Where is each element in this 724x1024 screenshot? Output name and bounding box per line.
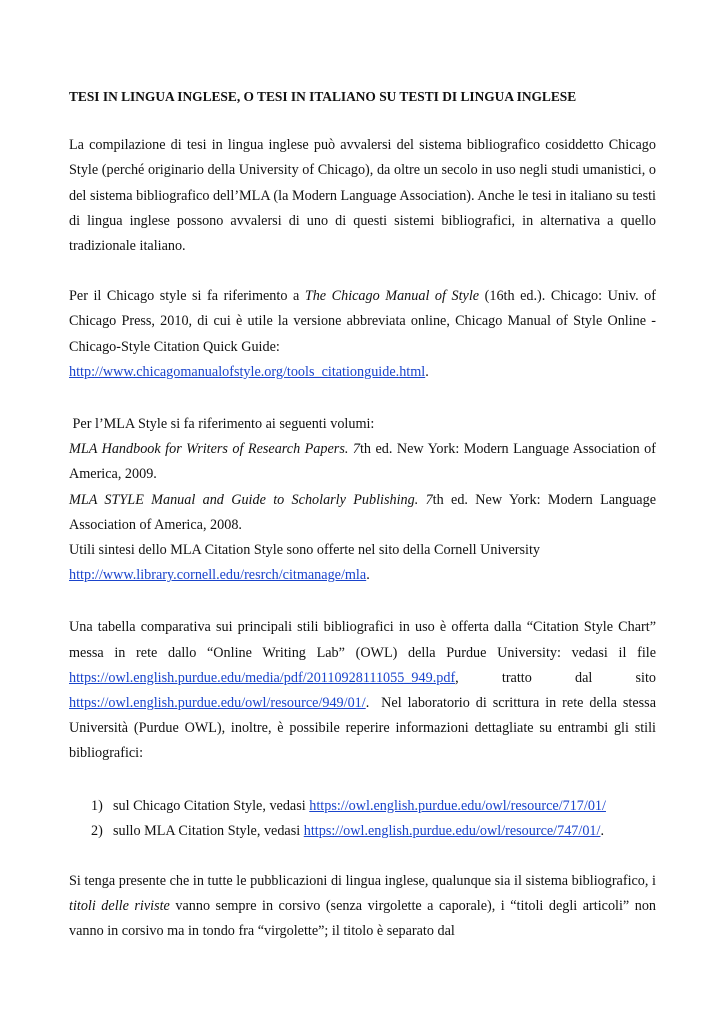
owl-resource-717-link[interactable]: https://owl.english.purdue.edu/owl/resource/717/01/ [309,797,606,814]
chicago-guide-link[interactable]: http://www.chicagomanualofstyle.org/tools_citationguide.html [69,363,426,380]
chicago-text-post: (16th ed.). Chicago: Univ. of Chicago Press, 2010, di cui è utile la versione abbreviata online, Chicago Manual of Style Online - Chicago-Style Citation Quick Guide: [69,288,656,355]
mla-book-2 [69,488,656,538]
chicago-manual-title: The Chicago Manual of Style [304,288,480,305]
paragraph-owl [69,615,660,766]
owl-resource-949-link[interactable]: https://owl.english.purdue.edu/owl/resource/949/01/ [69,695,366,712]
owl-pdf-link[interactable]: https://owl.english.purdue.edu/media/pdf/20110928111055_949.pdf [69,669,456,686]
paragraph-chicago [69,284,656,385]
list-item [69,794,656,819]
owl-resource-747-link[interactable]: https://owl.english.purdue.edu/owl/resource/747/01/ [303,822,601,839]
mla-sintesi: Utili sintesi dello MLA Citation Style sono offerte nel sito della Cornell University [69,542,541,559]
mla-link-end: . [366,567,370,584]
cornell-mla-link[interactable]: http://www.library.cornell.edu/resrch/citmanage/mla [69,567,367,584]
mla-book-1 [69,437,656,487]
mla-book-1-rest: th ed. New York: Modern Language Association of America, 2009. [69,441,656,483]
paragraph-mla [69,412,656,588]
list-item [69,819,656,844]
riviste-italic: titoli delle riviste [69,898,170,915]
riviste-text-2: vanno sempre in corsivo (senza virgolette a caporale), i “titoli degli articoli” non vanno in corsivo ma in tondo fra “virgolette”; il titolo è separato dal [69,898,660,940]
mla-book-1-title: MLA Handbook for Writers of Research Papers. 7 [69,441,360,458]
mla-book-2-title: MLA STYLE Manual and Guide to Scholarly Publishing. 7 [69,491,433,508]
list-item-text: sul Chicago Citation Style, vedasi [113,797,310,814]
chicago-text-pre: Per il Chicago style si fa riferimento a [69,288,305,305]
paragraph-riviste [69,869,660,945]
list-item-text: sullo MLA Citation Style, vedasi [113,822,304,839]
mla-intro: Per l’MLA Style si fa riferimento ai seguenti volumi: [69,416,375,433]
list-item-end: . [600,822,605,839]
mla-book-2-rest: th ed. New York: Modern Language Association of America, 2008. [69,491,656,533]
riviste-text-1: Si tenga presente che in tutte le pubblicazioni di lingua inglese, qualunque sia il sistema bibliografico, i [69,873,660,890]
list-item-number: 2) [91,822,103,839]
page-title: TESI IN LINGUA INGLESE, O TESI IN ITALIANO SU TESTI DI LINGUA INGLESE [69,89,577,104]
list-item-number: 1) [91,797,103,814]
mla-link-line [69,563,656,588]
owl-text-2: , tratto dal sito [455,669,656,686]
document-body [69,80,660,970]
owl-text-1: Una tabella comparativa sui principali stili bibliografici in uso è offerta dalla “Citation Style Chart” messa in rete dallo “Online Writing Lab” (OWL) della Purdue University: vedasi il file [69,619,656,661]
chicago-link-end: . [425,363,429,380]
owl-list [69,794,656,844]
paragraph-intro: La compilazione di tesi in lingua inglese può avvalersi del sistema bibliografico cosiddetto Chicago Style (perché originario della University of Chicago), da oltre un secolo in uso negli studi umanistici, o del sistema bibliografico dell’MLA (la Modern Language Association). Anche le tesi in italiano su testi di lingua inglese possono avvalersi di uno di questi sistemi bibliografici, in alternativa a quello tradizionale italiano. [69,137,656,255]
chicago-link-line [69,360,656,385]
owl-text-3: . Nel laboratorio di scrittura in rete della stessa Università (Purdue OWL), inoltre, è possibile reperire informazioni dettagliate su entrambi gli stili bibliografici: [69,695,660,762]
